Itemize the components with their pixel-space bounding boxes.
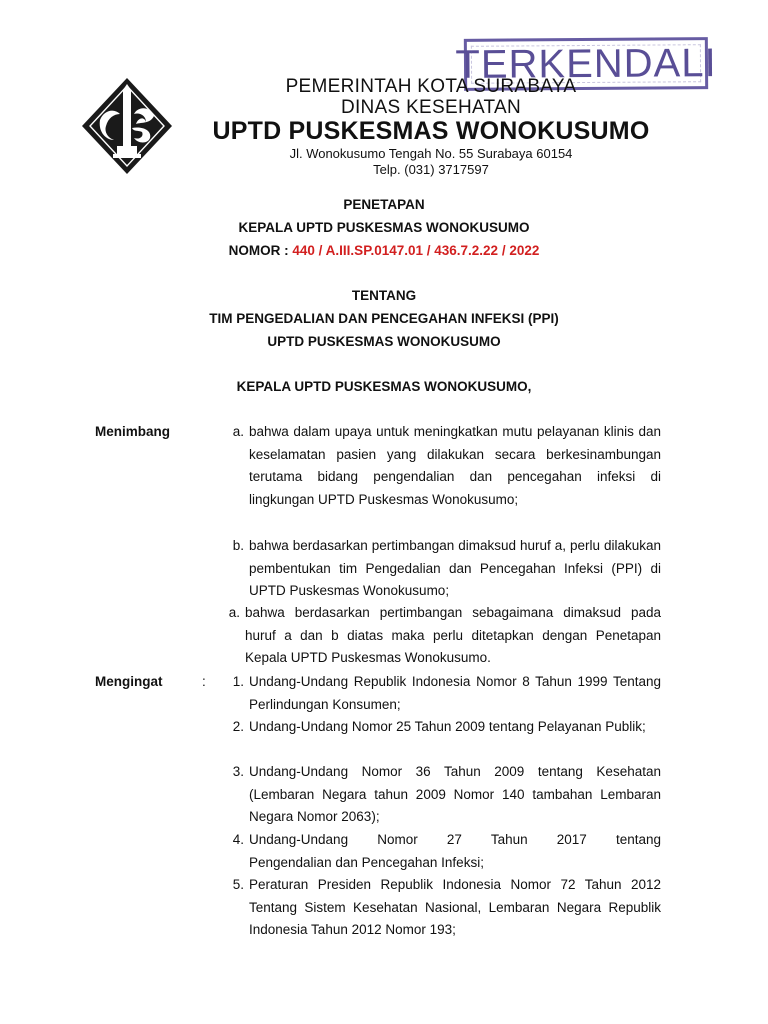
organization-name: UPTD PUSKESMAS WONOKUSUMO xyxy=(212,117,650,145)
mengingat-marker-5: 5. xyxy=(232,877,244,892)
mengingat-marker-3: 3. xyxy=(232,764,244,779)
menimbang-marker-b: b. xyxy=(232,538,244,553)
surabaya-city-emblem-icon xyxy=(80,76,174,176)
issuer-title: KEPALA UPTD PUSKESMAS WONOKUSUMO xyxy=(238,220,530,235)
subject-line-2: UPTD PUSKESMAS WONOKUSUMO xyxy=(267,334,501,349)
subject-line-1: TIM PENGEDALIAN DAN PENCEGAHAN INFEKSI (PPI) xyxy=(209,311,559,326)
mengingat-item-5: Peraturan Presiden Republik Indonesia Nomor 72 Tahun 2012 Tentang Sistem Kesehatan Nasional, Lembaran Negara Republik Indonesia Tahun 2012 Nomor 193; xyxy=(249,877,661,938)
address-line: Jl. Wonokusumo Tengah No. 55 Surabaya 60154 xyxy=(289,146,573,161)
about-heading: TENTANG xyxy=(351,288,417,303)
menimbang-label: Menimbang xyxy=(95,424,171,439)
government-line: PEMERINTAH KOTA SURABAYA xyxy=(285,76,577,97)
document-number xyxy=(0,243,768,258)
mengingat-marker-2: 2. xyxy=(232,719,244,734)
mengingat-label: Mengingat xyxy=(95,674,163,689)
mengingat-item-1: Undang-Undang Republik Indonesia Nomor 8 Tahun 1999 Tentang Perlindungan Konsumen; xyxy=(249,674,661,712)
mengingat-item-3: Undang-Undang Nomor 36 Tahun 2009 tentang Kesehatan (Lembaran Negara tahun 2009 Nomor 140 tambahan Lembaran Negara Nomor 2063); xyxy=(249,764,661,825)
doc-type-title: PENETAPAN xyxy=(343,197,425,212)
number-value: 440 / A.III.SP.0147.01 / 436.7.2.22 / 2022 xyxy=(292,243,540,258)
menimbang-item-a: bahwa dalam upaya untuk meningkatkan mutu pelayanan klinis dan keselamatan pasien yang dilakukan secara berkesinambungan terutama bidang pengendalian dan pencegahan infeksi di lingkungan UPTD Puskesmas Wonokusumo; xyxy=(249,424,661,507)
mengingat-colon: : xyxy=(202,674,206,689)
head-of-office-heading: KEPALA UPTD PUSKESMAS WONOKUSUMO, xyxy=(236,379,532,394)
department-line: DINAS KESEHATAN xyxy=(340,97,522,118)
menimbang-marker-c: a. xyxy=(228,605,240,620)
mengingat-item-2: Undang-Undang Nomor 25 Tahun 2009 tentang Pelayanan Publik; xyxy=(249,719,646,734)
mengingat-marker-4: 4. xyxy=(232,832,244,847)
menimbang-item-b: bahwa berdasarkan pertimbangan dimaksud huruf a, perlu dilakukan pembentukan tim Pengedalian dan Pencegahan Infeksi (PPI) di UPTD Puskesmas Wonokusumo; xyxy=(249,538,661,599)
mengingat-item-4-line-2: Pengendalian dan Pencegahan Infeksi; xyxy=(249,855,484,870)
phone-line: Telp. (031) 3717597 xyxy=(373,162,489,177)
terkendali-stamp: TERKENDALI xyxy=(464,37,708,91)
mengingat-item-4-line-1: Undang-Undang Nomor 27 Tahun 2017 tentang xyxy=(249,832,661,847)
number-label: NOMOR : xyxy=(228,243,289,258)
mengingat-marker-1: 1. xyxy=(232,674,244,689)
menimbang-item-c: bahwa berdasarkan pertimbangan sebagaimana dimaksud pada huruf a dan b diatas maka perlu ditetapkan dengan Penetapan Kepala UPTD Puskesmas Wonokusumo. xyxy=(245,605,661,666)
menimbang-marker-a: a. xyxy=(232,424,244,439)
